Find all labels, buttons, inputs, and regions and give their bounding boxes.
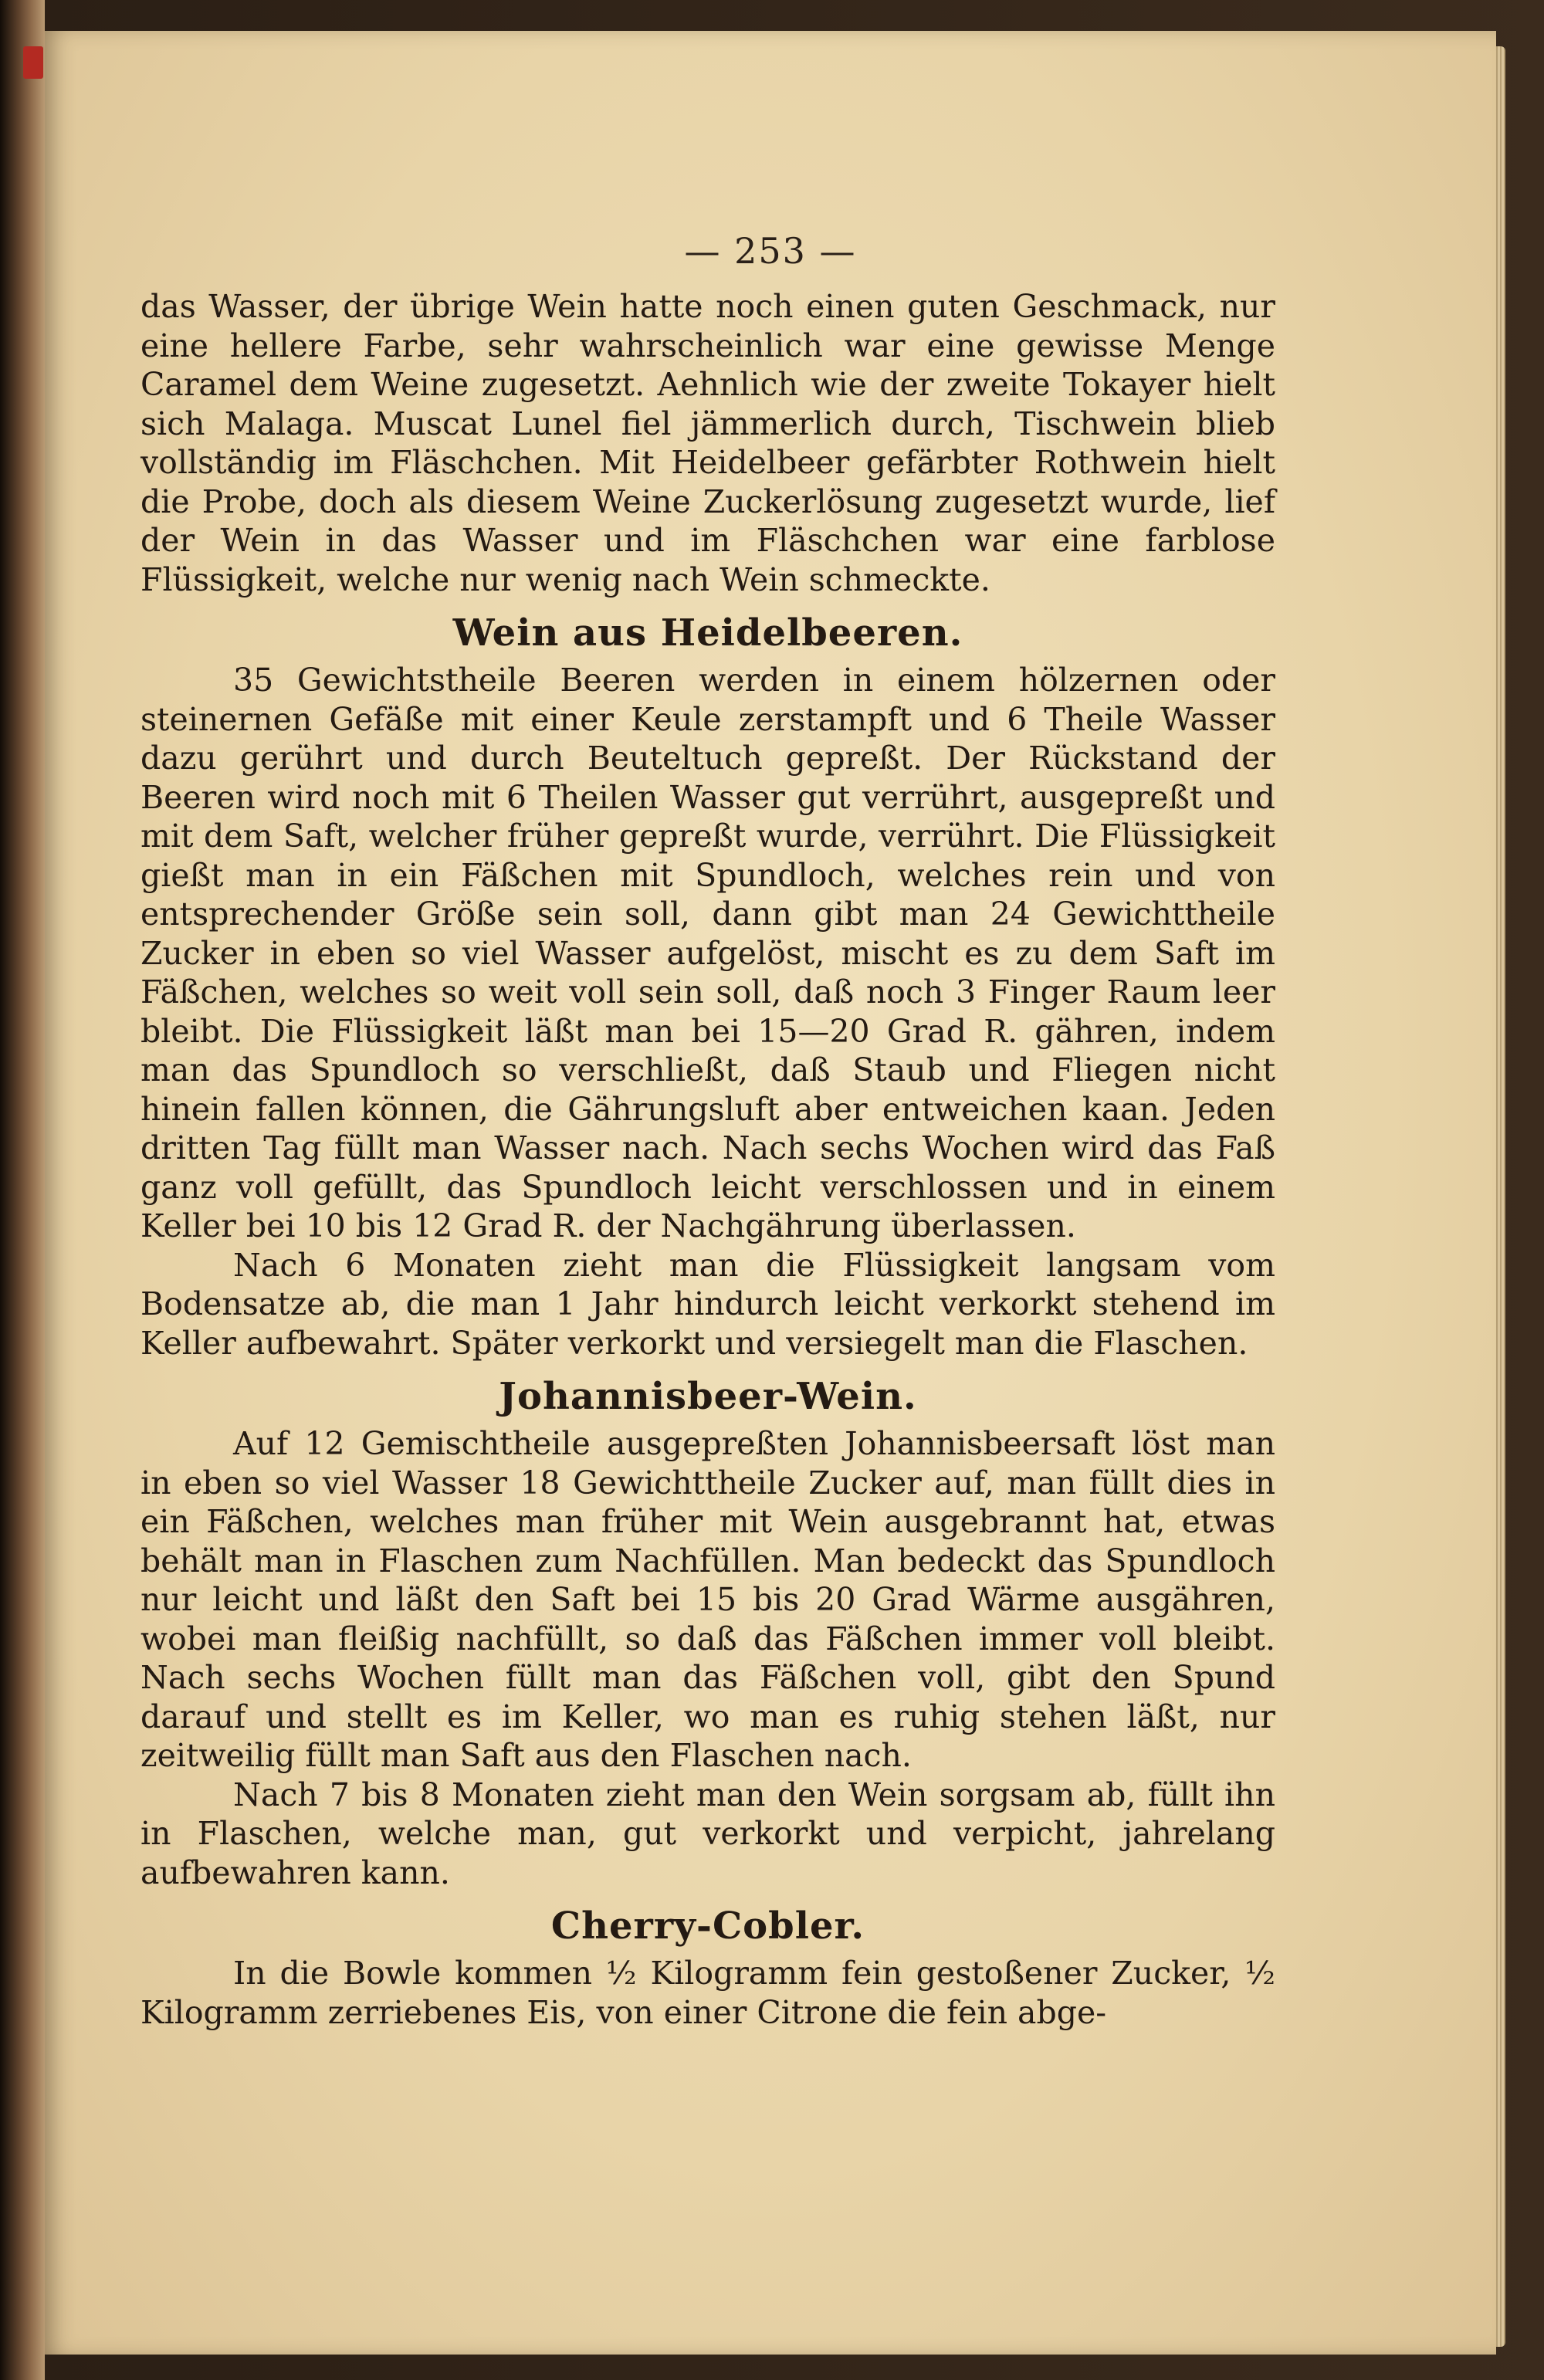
paragraph-intro: das Wasser, der übrige Wein hatte noch einen guten Geschmack, nur eine hellere Farbe, sehr wahrscheinlich war eine gewisse Menge Caramel dem Weine zugesetzt. Aehnlich wie der zweite Tokayer hielt sich Malaga. Muscat Lunel fiel jämmerlich durch, Tischwein blieb vollständig im Fläschchen. Mit Heidelbeer gefärbter Rothwein hielt die Probe, doch als diesem Weine Zuckerlösung zugesetzt wurde, lief der Wein in das Wasser und im Fläschchen war eine farblose Flüssigkeit, welche nur wenig nach Wein schmeckte. [141,288,1275,598]
red-bookmark-marker [23,46,43,79]
paragraph-johannisbeer-1: Auf 12 Gemischtheile ausgepreßten Johannisbeersaft löst man in eben so viel Wasser 18 Gewichttheile Zucker auf, man füllt dies in ein Fäßchen, welches man früher mit Wein ausgebrannt hat, etwas behält man in Flaschen zum Nachfüllen. Man bedeckt das Spundloch nur leicht und läßt den Saft bei 15 bis 20 Grad Wärme ausgähren, wobei man fleißig nachfüllt, so daß das Fäßchen immer voll bleibt. Nach sechs Wochen füllt man das Fäßchen voll, gibt den Spund darauf und stellt es im Keller, wo man es ruhig stehen läßt, nur zeitweilig füllt man Saft aus den Flaschen nach. [141,1425,1275,1774]
heading-cherry-cobler: Cherry-Cobler. [550,1904,865,1948]
heading-wein-aus-heidelbeeren: Wein aus Heidelbeeren. [452,611,963,655]
paragraph-heidelbeeren-1: 35 Gewichtstheile Beeren werden in einem hölzernen oder steinernen Gefäße mit einer Keule zerstampft und 6 Theile Wasser dazu gerührt und durch Beuteltuch gepreßt. Der Rückstand der Beeren wird noch mit 6 Theilen Wasser gut verrührt, ausgepreßt und mit dem Saft, welcher früher gepreßt wurde, verrührt. Die Flüssigkeit gießt man in ein Fäßchen mit Spundloch, welches rein und von entsprechender Größe sein soll, dann gibt man 24 Gewichttheile Zucker in eben so viel Wasser aufgelöst, mischt es zu dem Saft im Fäßchen, welches so weit voll sein soll, daß noch 3 Finger Raum leer bleibt. Die Flüssigkeit läßt man bei 15—20 Grad R. gähren, indem man das Spundloch so verschließt, daß Staub und Fliegen nicht hinein fallen können, die Gährungsluft aber entweichen kaan. Jeden dritten Tag füllt man Wasser nach. Nach sechs Wochen wird das Faß ganz voll gefüllt, das Spundloch leicht verschlossen und in einem Keller bei 10 bis 12 Grad R. der Nachgährung überlassen. [141,662,1275,1244]
page-text-body [141,287,1275,2032]
paragraph-heidelbeeren-2: Nach 6 Monaten zieht man die Flüssigkeit langsam vom Bodensatze ab, die man 1 Jahr hindurch leicht verkorkt stehend im Keller aufbewahrt. Später verkorkt und versiegelt man die Flaschen. [141,1246,1275,1362]
page-number: — 253 — [684,230,857,272]
book-spine-edge [0,0,45,2380]
heading-johannisbeer-wein: Johannisbeer-Wein. [499,1375,917,1418]
paragraph-cherry-cobler: In die Bowle kommen ½ Kilogramm fein gestoßener Zucker, ½ Kilogramm zerriebenes Eis, von einer Citrone die fein abge- [141,1955,1275,2031]
paragraph-johannisbeer-2: Nach 7 bis 8 Monaten zieht man den Wein sorgsam ab, füllt ihn in Flaschen, welche man, gut verkorkt und verpicht, jahrelang aufbewahren kann. [141,1776,1275,1891]
